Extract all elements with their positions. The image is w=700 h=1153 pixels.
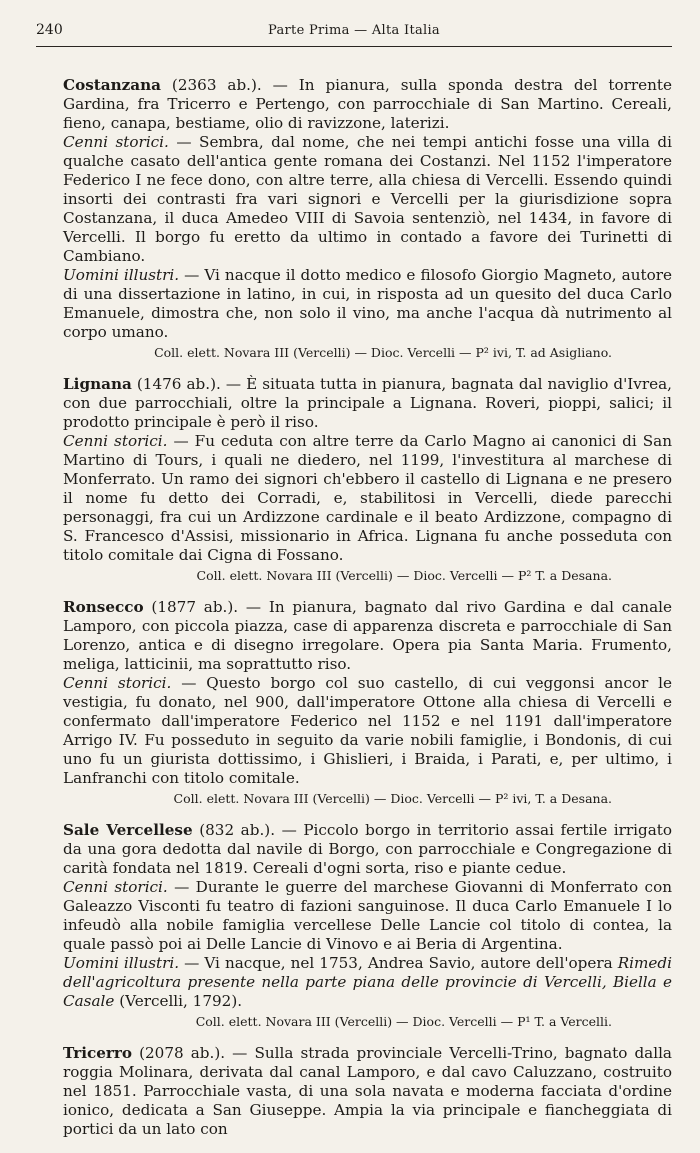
section-label: Cenni storici.	[63, 674, 172, 692]
entry-footer: Coll. elett. Novara III (Vercelli) — Dioc. Vercelli — P² T. a Desana.	[196, 568, 612, 583]
entry-ronsecco	[63, 598, 672, 807]
entry-notables: Uomini illustri. — Vi nacque, nel 1753, Andrea Savio, autore dell'opera Rimedi dell'agricoltura presente nella parte piana delle provincie di Vercelli, Biella e Casale (Vercelli, 1792).	[63, 954, 672, 1010]
section-label: Uomini illustri.	[63, 266, 180, 284]
page-header	[36, 20, 672, 47]
page-body	[63, 76, 672, 1153]
entry-sale-vercellese	[63, 821, 672, 1030]
work-title: Rimedi dell'agricoltura presente nella parte piana delle provincie di Vercelli, Biella e Casale	[63, 954, 672, 1010]
entry-footer: Coll. elett. Novara III (Vercelli) — Dioc. Vercelli — P² ivi, T. ad Asigliano.	[154, 345, 612, 360]
entry-lignana	[63, 375, 672, 584]
section-label: Uomini illustri.	[63, 954, 180, 972]
entry-name: Costanzana	[63, 76, 162, 94]
entry-costanzana	[63, 76, 672, 361]
entry-history: Cenni storici. — Durante le guerre del marchese Giovanni di Monferrato con Galeazzo Visconti fu teatro di fazioni sanguinose. Il duca Carlo Emanuele I lo infeudò alla nobile famiglia vercellese Delle Lancie col titolo di contea, la quale passò poi ai Delle Lancie di Vinovo e ai Beria di Argentina.	[63, 878, 672, 953]
entry-history: Cenni storici. — Sembra, dal nome, che nei tempi antichi fosse una villa di qualche casato dell'antica gente romana dei Costanzi. Nel 1152 l'imperatore Federico I ne fece dono, con altre terre, alla chiesa di Vercelli. Essendo quindi insorti dei contrasti fra vari signori e Vercelli per la giurisdizione sopra Costanzana, il duca Amedeo VIII di Savoia sentenziò, nel 1434, in favore di Vercelli. Il borgo fu eretto da ultimo in contado a favore dei Turinetti di Cambiano.	[63, 133, 672, 265]
entry-intro: Tricerro (2078 ab.). — Sulla strada provinciale Vercelli-Trino, bagnato dalla roggia Molinara, derivata dal canal Lamporo, e dal cavo Caluzzano, costruito nel 1851. Parrocchiale vasta, di una sola navata e moderna facciata d'ordine ionico, dedicata a San Giuseppe. Ampia la via principale e fiancheggiata di portici da un lato con	[63, 1044, 672, 1138]
section-label: Cenni storici.	[63, 133, 169, 151]
entry-intro: Costanzana (2363 ab.). — In pianura, sulla sponda destra del torrente Gardina, fra Tricerro e Pertengo, con parrocchiale di San Martino. Cereali, fieno, canapa, bestiame, olio di ravizzone, laterizi.	[63, 76, 672, 132]
running-title: Parte Prima — Alta Italia	[268, 23, 440, 38]
entry-intro: Lignana (1476 ab.). — È situata tutta in pianura, bagnata dal naviglio d'Ivrea, con due parrocchiali, oltre la principale a Lignana. Roveri, pioppi, salici; il prodotto principale è però il riso.	[63, 375, 672, 431]
entry-name: Sale Vercellese	[63, 821, 193, 839]
page-number: 240	[36, 22, 63, 38]
entry-notables: Uomini illustri. — Vi nacque il dotto medico e filosofo Giorgio Magneto, autore di una dissertazione in latino, in cui, in risposta ad un quesito del duca Carlo Emanuele, dimostra che, non solo il vino, ma anche l'acqua dà nutrimento al corpo umano.	[63, 266, 672, 341]
entry-intro: Sale Vercellese (832 ab.). — Piccolo borgo in territorio assai fertile irrigato da una gora dedotta dal navile di Borgo, con parrocchiale e Congregazione di carità fondata nel 1819. Cereali d'ogni sorta, riso e piante cedue.	[63, 821, 673, 877]
entry-intro: Ronsecco (1877 ab.). — In pianura, bagnato dal rivo Gardina e dal canale Lamporo, con piccola piazza, case di apparenza discreta e parrocchiale di San Lorenzo, antica e di disegno irregolare. Opera pia Santa Maria. Frumento, meliga, latticinii, ma soprattutto riso.	[63, 598, 672, 673]
section-label: Cenni storici.	[63, 878, 168, 896]
entry-footer: Coll. elett. Novara III (Vercelli) — Dioc. Vercelli — P¹ T. a Vercelli.	[195, 1014, 612, 1029]
entry-history: Cenni storici. — Questo borgo col suo castello, di cui veggonsi ancor le vestigia, fu donato, nel 900, dall'imperatore Ottone alla chiesa di Vercelli e confermato dall'imperatore Federico nel 1152 e nel 1191 dall'imperatore Arrigo IV. Fu posseduto in seguito da varie nobili famiglie, i Bondonis, di cui uno fu un giurista dottissimo, i Ghislieri, i Braida, i Parati, e, per ultimo, i Lanfranchi con titolo comitale.	[63, 674, 672, 787]
entry-name: Lignana	[63, 375, 132, 393]
entry-tricerro	[63, 1044, 672, 1139]
entry-history: Cenni storici. — Fu ceduta con altre terre da Carlo Magno ai canonici di San Martino di Tours, i quali ne diedero, nel 1199, l'investitura al marchese di Monferrato. Un ramo dei signori ch'ebbero il castello di Lignana e ne presero il nome fu detto dei Corradi, e, stabilitosi in Vercelli, diede parecchi personaggi, fra cui un Ardizzone cardinale e il beato Ardizzone, compagno di S. Francesco d'Assisi, missionario in Africa. Lignana fu anche posseduta con titolo comitale dai Cigna di Fossano.	[63, 432, 672, 564]
entry-name: Tricerro	[63, 1044, 133, 1062]
entry-footer: Coll. elett. Novara III (Vercelli) — Dioc. Vercelli — P² ivi, T. a Desana.	[173, 791, 612, 806]
entry-name: Ronsecco	[63, 598, 144, 616]
section-label: Cenni storici.	[63, 432, 168, 450]
